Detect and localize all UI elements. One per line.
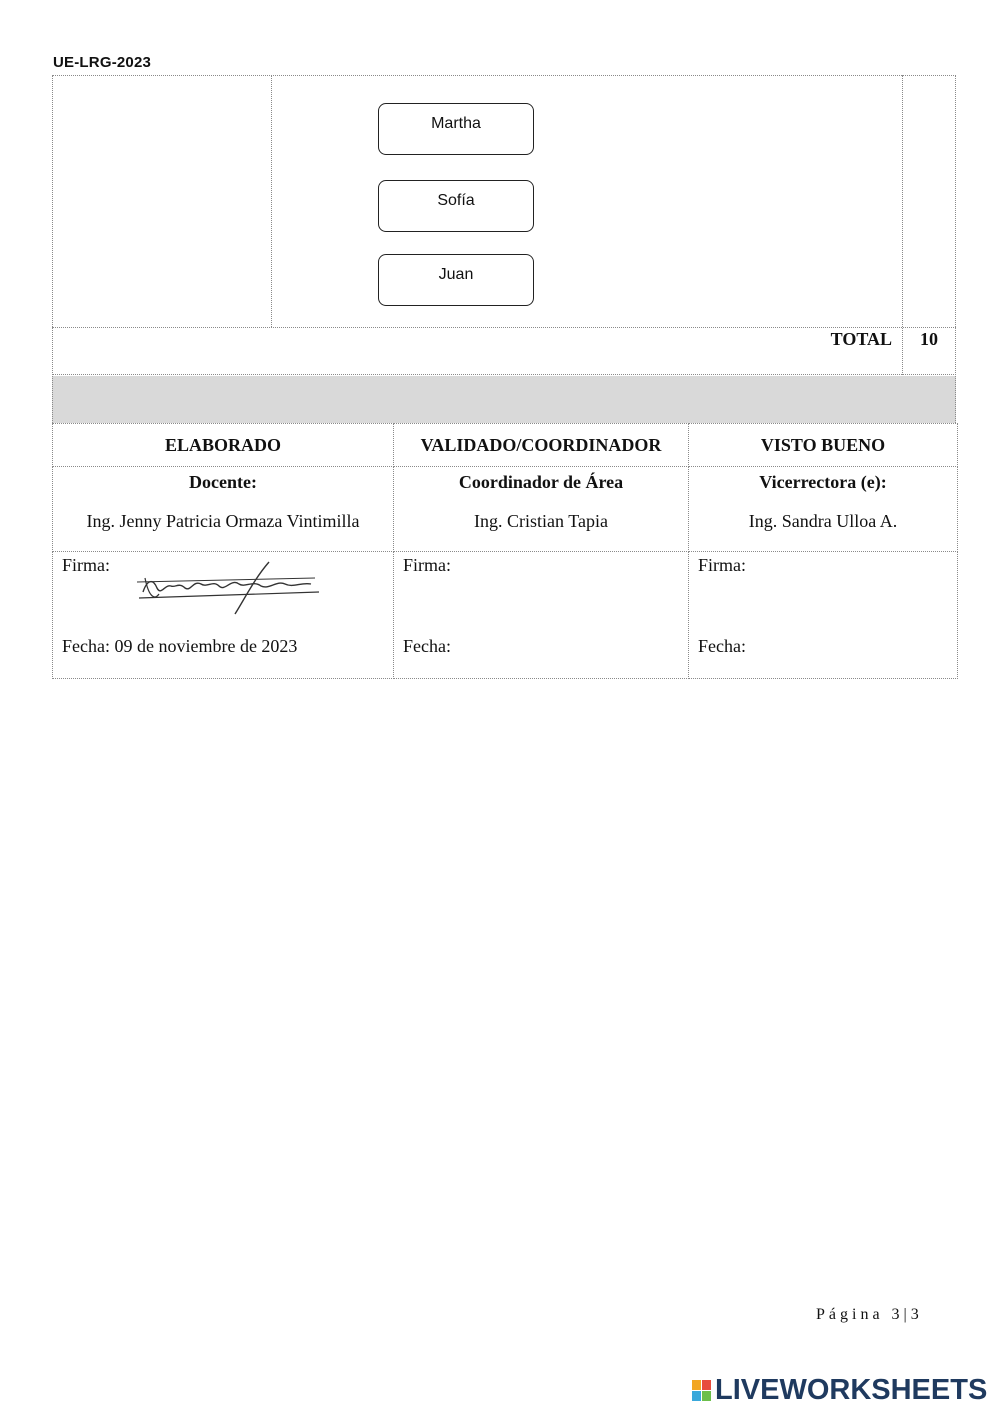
person-name: Ing. Jenny Patricia Ormaza Vintimilla [86, 511, 360, 531]
role-cell-vicerrectora [689, 467, 958, 552]
firma-label: Firma: [403, 555, 451, 575]
firma-label: Firma: [698, 555, 746, 575]
person-name: Ing. Sandra Ulloa A. [748, 511, 898, 531]
person-name: Ing. Cristian Tapia [474, 511, 608, 531]
total-value: 10 [920, 329, 938, 349]
column-divider-left [271, 75, 272, 327]
total-label: TOTAL [830, 329, 892, 349]
name-option-martha[interactable]: Martha [378, 103, 534, 155]
name-option-juan[interactable]: Juan [378, 254, 534, 306]
fecha-label: Fecha: 09 de noviembre de 2023 [62, 636, 298, 656]
header-elaborado: ELABORADO [53, 424, 394, 467]
role-cell-docente [53, 467, 394, 552]
role-cell-coordinador [394, 467, 689, 552]
sign-cell-coordinador [394, 552, 689, 679]
sign-cell-docente [53, 552, 394, 679]
header-validado: VALIDADO/COORDINADOR [394, 424, 689, 467]
column-divider-right [902, 75, 903, 375]
fecha-label: Fecha: [403, 636, 451, 656]
row-divider [52, 327, 956, 328]
separator-band [52, 376, 956, 423]
role-title: Vicerrectora (e): [759, 472, 887, 492]
brand-name: LIVEWORKSHEETS [715, 1374, 988, 1406]
brand-grid-icon [692, 1380, 711, 1401]
liveworksheets-logo[interactable] [692, 1374, 987, 1407]
sign-cell-vicerrectora [689, 552, 958, 679]
header-visto-bueno: VISTO BUENO [689, 424, 958, 467]
fecha-label: Fecha: [698, 636, 746, 656]
handwritten-signature [135, 558, 325, 616]
document-code: UE-LRG-2023 [53, 54, 152, 71]
role-title: Coordinador de Área [458, 472, 624, 492]
approval-table [52, 423, 958, 679]
firma-label: Firma: [62, 555, 110, 575]
page-number: Página 3|3 [816, 1306, 923, 1323]
role-title: Docente: [189, 472, 257, 492]
name-option-sofia[interactable]: Sofía [378, 180, 534, 232]
